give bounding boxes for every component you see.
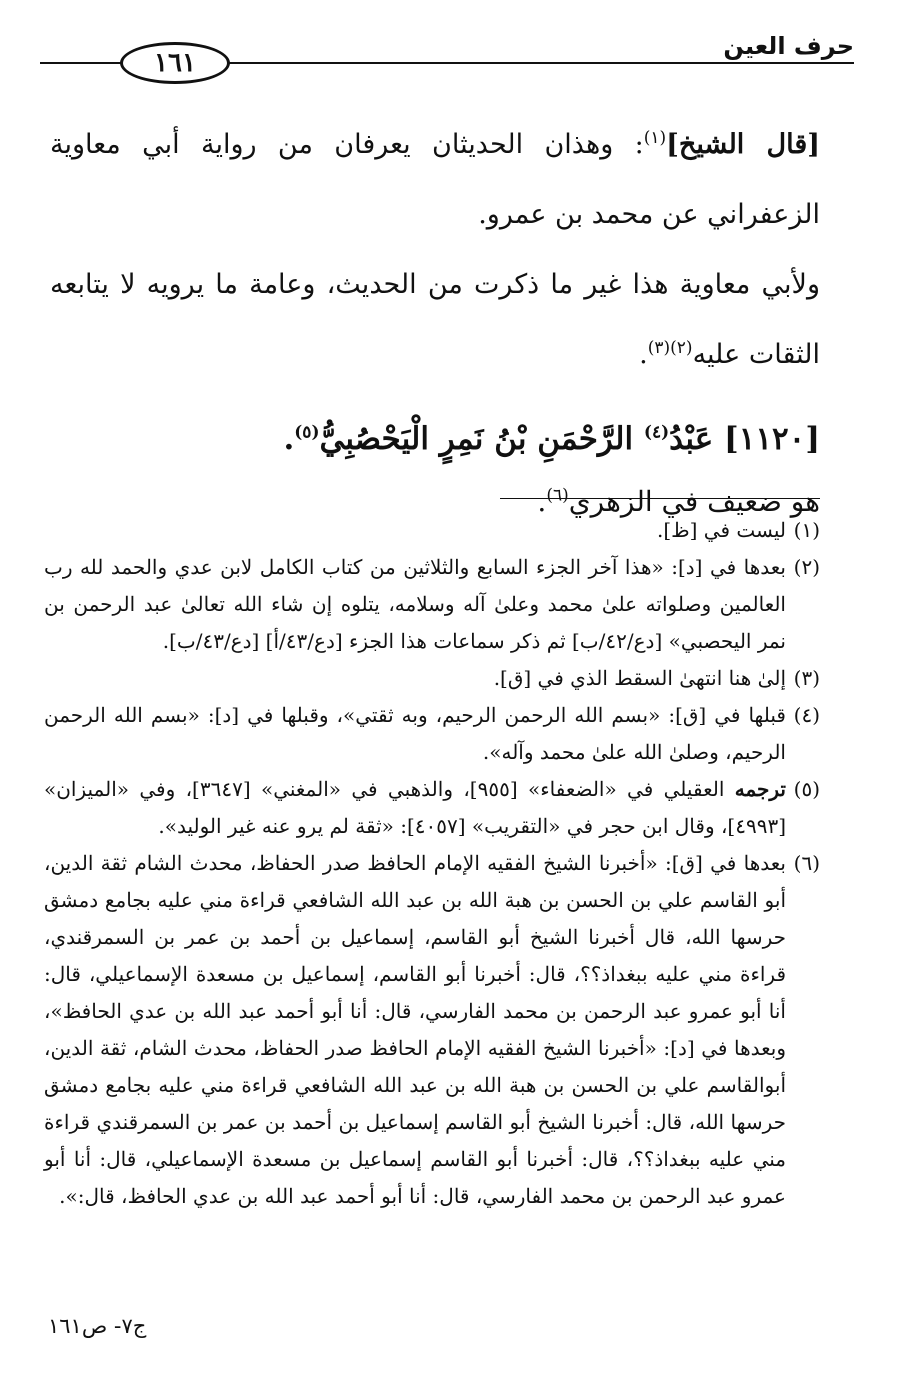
footnote-text: قبلها في [ق]: «بسم الله الرحمن الرحيم، وبه ثقتي»، وقبلها في [د]: «بسم الله الرحمن الرحيم، وصلىٰ الله علىٰ محمد وآله». [44,703,786,764]
entry-heading [50,406,820,472]
footnote-ref-4[interactable]: (٤) [643,422,670,443]
entry-text-content: هو ضعيف في الزهري [568,485,820,518]
chapter-title: حرف العين [723,32,854,60]
footnote-ref-6[interactable]: (٦) [546,485,569,506]
footnote-item [44,512,820,549]
volume-page-folio: ج٧- ص١٦١ [48,1314,147,1338]
paragraph-2 [50,250,820,390]
entry-end: . [283,421,295,457]
footnote-ref-5[interactable]: (٥) [294,422,320,443]
footnote-item [44,660,820,697]
paragraph-2-end: . [639,339,648,370]
footnote-number: (٢) [793,555,820,579]
footnote-item [44,549,820,660]
footnote-item [44,771,820,845]
footnote-number: (٣) [793,666,820,690]
footnote-text: بعدها في [ق]: «أخبرنا الشيخ الفقيه الإمام الحافظ صدر الحفاظ، محدث الشام ثقة الدين، أبو القاسم علي بن الحسن بن هبة الله بن عبد الله الشافعي قراءة مني عليه بجامع دمشق حرسها الله، قال أخبرنا الشيخ أبو القاسم، إسماعيل بن أحمد بن عمر بن السمرقندي، قراءة مني عليه ببغداذ؟؟، قال: أخبرنا أبو القاسم، إسماعيل بن مسعدة الإسماعيلي، قال: أنا أبو عمرو عبد الرحمن بن محمد الفارسي، قال: أنا أبو أحمد عبد الله بن عدي الحافظ»، وبعدها في [د]: «أخبرنا الشيخ الفقيه الإمام الحافظ صدر الحفاظ، محدث الشام، ثقة الدين، أبوالقاسم علي بن الحسن بن هبة الله بن عبد الله الشافعي قراءة مني عليه بجامع دمشق حرسها الله، قال: أخبرنا الشيخ أبو القاسم إسماعيل بن أحمد بن عمر بن السمرقندي قراءة مني عليه ببغداذ؟؟، قال: أخبرنا أبو القاسم إسماعيل بن مسعدة الإسماعيلي، قال: أنا أبو عمرو عبد الرحمن بن محمد الفارسي، قال: أنا أبو أحمد عبد الله بن عدي الحافظ، قال:». [44,851,786,1208]
entry-name-2: الرَّحْمَنِ بْنُ نَمِرٍ الْيَحْصُبِيُّ [319,421,634,457]
footnote-number: (٥) [793,777,820,801]
paragraph-1 [50,110,820,250]
footnote-5-text: العقيلي في «الضعفاء» [٩٥٥]، والذهبي في «المغني» [٣٦٤٧]، وفي «الميزان» [٤٩٩٣]، وقال ابن حجر في «التقريب» [٤٠٥٧]: «ثقة لم يرو عنه غير الوليد». [44,777,786,838]
page-header [40,30,854,90]
footnote-text: إلىٰ هنا انتهىٰ السقط الذي في [ق]. [493,666,786,690]
page-number-badge: ١٦١ [120,42,230,84]
footnote-separator [500,498,820,499]
paragraph-2-text: ولأبي معاوية هذا غير ما ذكرت من الحديث، وعامة ما يرويه لا يتابعه الثقات عليه [50,269,820,370]
main-text [50,110,820,532]
entry-name-1: عَبْدُ [669,421,714,457]
entry-number: [١١٢٠] [724,421,820,457]
footnote-text: بعدها في [د]: «هذا آخر الجزء السابع والثلاثين من كتاب الكامل لابن عدي والحمد لله رب العالمين وصلواته علىٰ محمد وعلىٰ آله وسلامه، يتلوه إن شاء الله تعالىٰ عبد الرحمن بن نمر اليحصبي» [دع/٤٢/ب] ثم ذكر سماعات هذا الجزء [دع/٤٣/أ] [دع/٤٣/ب]. [44,555,786,653]
footnote-number: (٦) [793,851,820,875]
footnote-number: (٤) [793,703,820,727]
footnote-item [44,845,820,1215]
speaker-label: [قال الشيخ] [666,129,820,160]
footnote-text: ليست في [ظ]. [656,518,786,542]
footnote-item [44,697,820,771]
footnote-text [44,771,786,845]
entry-text-end: . [537,485,547,518]
footnote-bold-word: ترجمه [734,777,786,801]
paragraph-1-text: : وهذان الحديثان يعرفان من رواية أبي معاوية الزعفراني عن محمد بن عمرو. [50,129,820,230]
footnote-ref-1[interactable]: (١) [643,128,667,148]
footnote-ref-2-3[interactable]: (٢)(٣) [647,338,693,358]
footnote-number: (١) [793,518,820,542]
footnotes [44,512,820,1215]
